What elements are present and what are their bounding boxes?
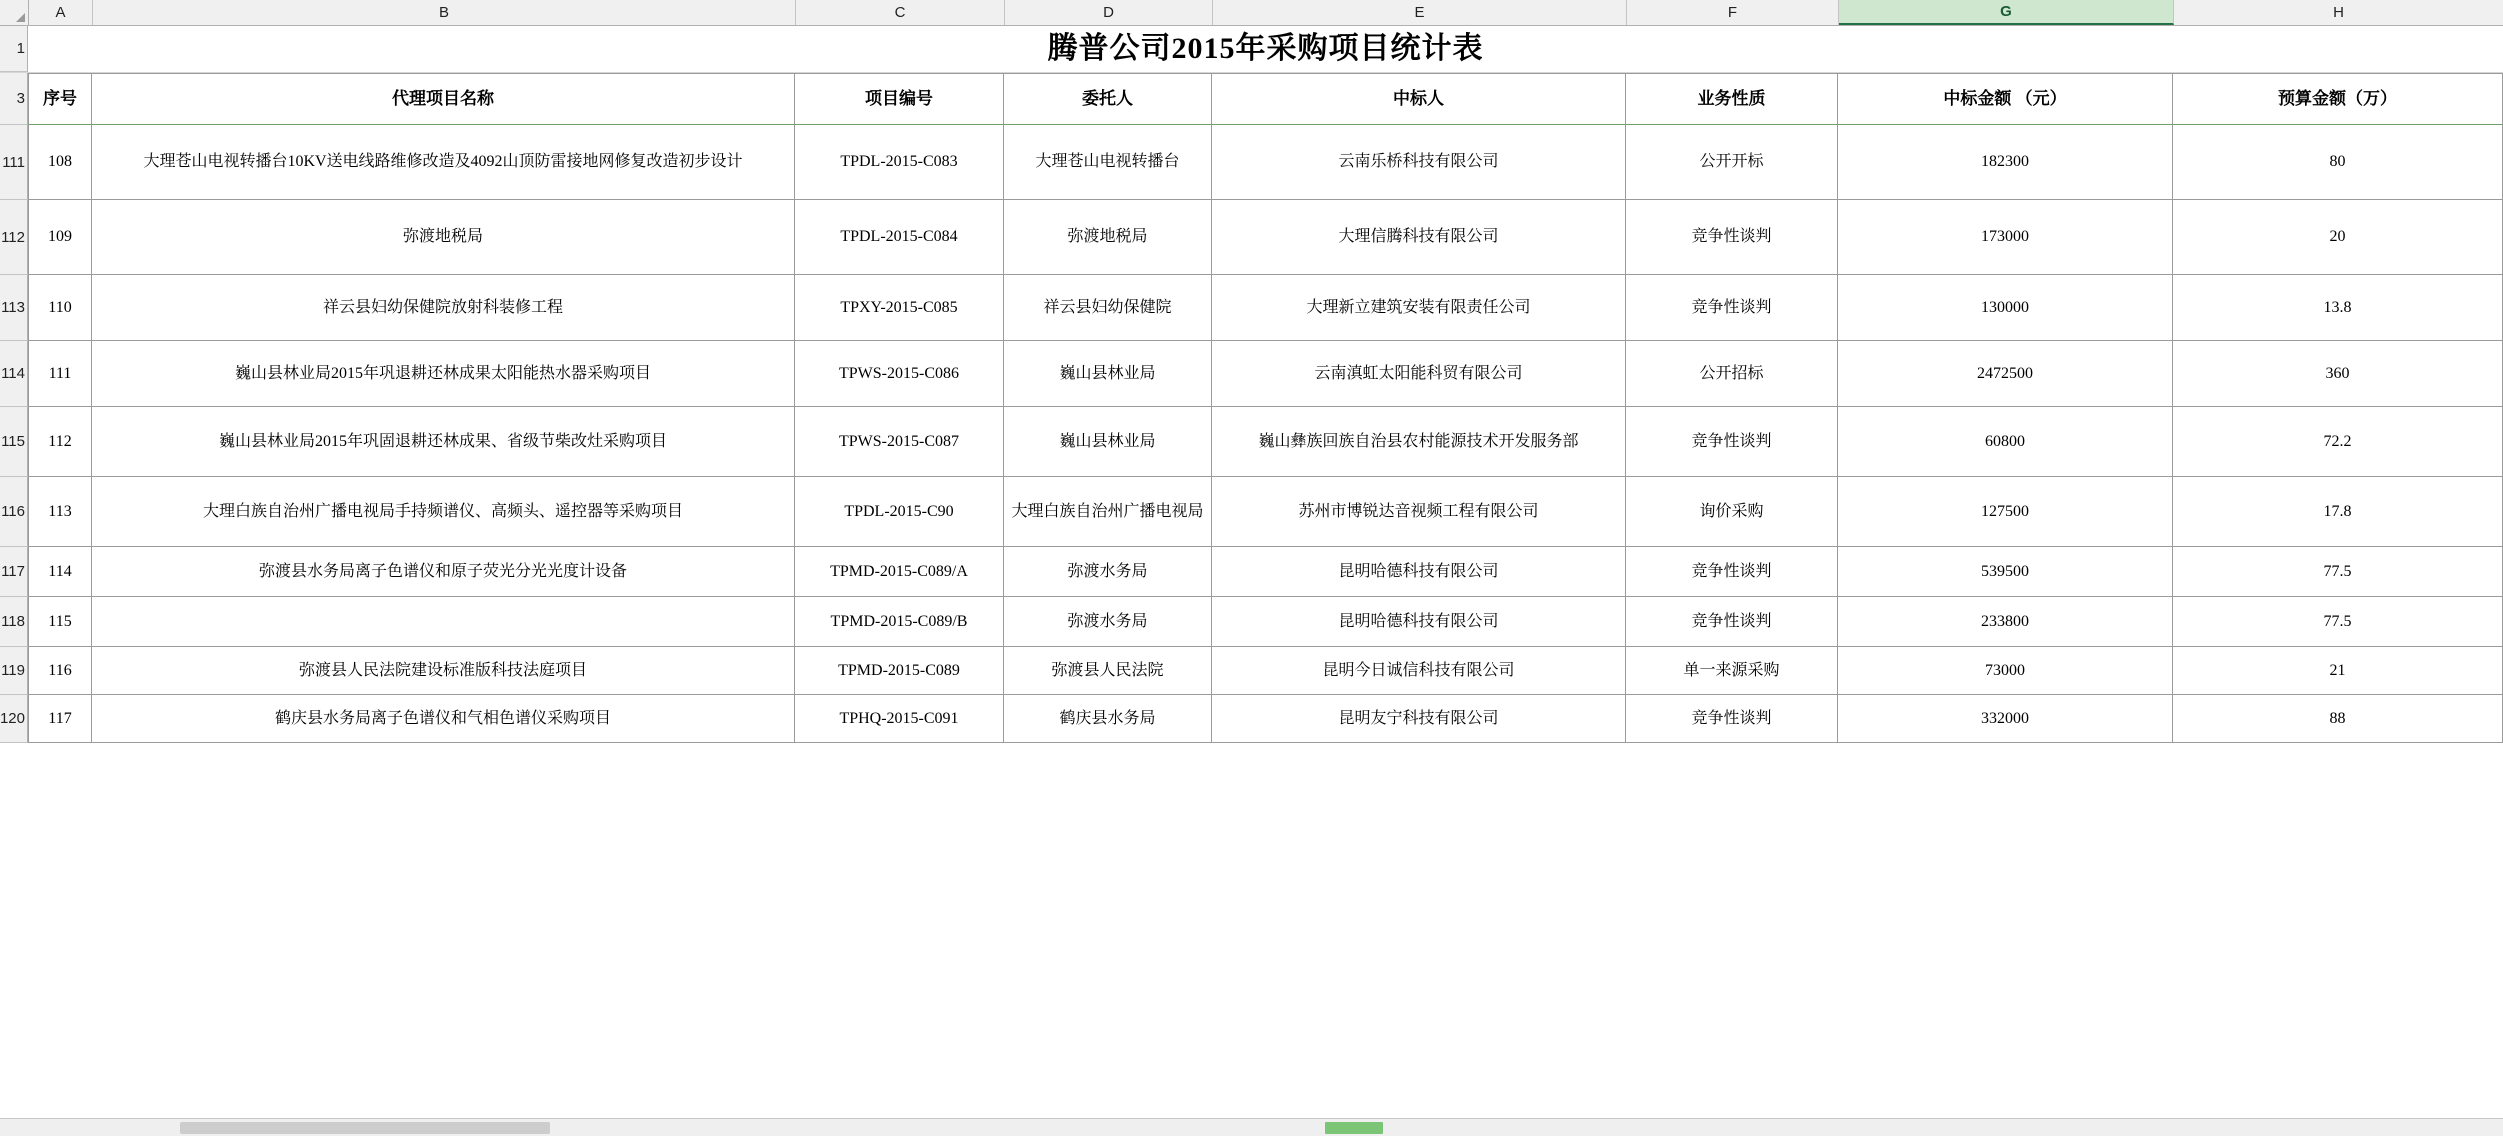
row-header[interactable]: 116 <box>0 477 28 547</box>
table-cell[interactable]: TPXY-2015-C085 <box>795 275 1004 341</box>
table-cell[interactable]: 130000 <box>1838 275 2173 341</box>
table-cell[interactable]: TPWS-2015-C087 <box>795 407 1004 477</box>
table-cell[interactable]: 弥渡地税局 <box>1004 200 1212 275</box>
row-header[interactable]: 115 <box>0 407 28 477</box>
table-cell[interactable]: 苏州市博锐达音视频工程有限公司 <box>1212 477 1626 547</box>
table-cell[interactable]: 大理白族自治州广播电视局手持频谱仪、高频头、遥控器等采购项目 <box>92 477 795 547</box>
table-cell[interactable]: 21 <box>2173 647 2503 695</box>
table-cell[interactable]: 公开招标 <box>1626 341 1838 407</box>
table-cell[interactable]: 巍山县林业局 <box>1004 341 1212 407</box>
row-header[interactable]: 114 <box>0 341 28 407</box>
table-cell[interactable]: 巍山县林业局2015年巩固退耕还林成果、省级节柴改灶采购项目 <box>92 407 795 477</box>
column-title[interactable]: 代理项目名称 <box>92 73 795 125</box>
table-cell[interactable]: 72.2 <box>2173 407 2503 477</box>
table-cell[interactable]: 弥渡县人民法院建设标准版科技法庭项目 <box>92 647 795 695</box>
table-cell[interactable]: TPWS-2015-C086 <box>795 341 1004 407</box>
column-title[interactable]: 序号 <box>28 73 92 125</box>
table-cell[interactable]: 112 <box>28 407 92 477</box>
table-cell[interactable] <box>92 597 795 647</box>
table-row[interactable] <box>0 695 2503 743</box>
table-cell[interactable]: TPDL-2015-C083 <box>795 125 1004 200</box>
table-cell[interactable]: 巍山县林业局 <box>1004 407 1212 477</box>
table-cell[interactable]: 110 <box>28 275 92 341</box>
table-cell[interactable]: 111 <box>28 341 92 407</box>
table-cell[interactable]: 73000 <box>1838 647 2173 695</box>
column-header-b[interactable]: B <box>93 0 796 25</box>
table-cell[interactable]: 117 <box>28 695 92 743</box>
table-cell[interactable]: TPMD-2015-C089/B <box>795 597 1004 647</box>
table-cell[interactable]: 鹤庆县水务局离子色谱仪和气相色谱仪采购项目 <box>92 695 795 743</box>
table-row[interactable] <box>0 125 2503 200</box>
table-cell[interactable]: 竞争性谈判 <box>1626 597 1838 647</box>
table-cell[interactable]: 弥渡县人民法院 <box>1004 647 1212 695</box>
table-cell[interactable]: 360 <box>2173 341 2503 407</box>
table-cell[interactable]: 大理苍山电视转播台 <box>1004 125 1212 200</box>
table-cell[interactable]: 弥渡县水务局离子色谱仪和原子荧光分光光度计设备 <box>92 547 795 597</box>
table-cell[interactable]: TPDL-2015-C90 <box>795 477 1004 547</box>
table-cell[interactable]: 弥渡水务局 <box>1004 597 1212 647</box>
select-all-corner[interactable] <box>0 0 29 25</box>
table-cell[interactable]: 77.5 <box>2173 597 2503 647</box>
column-title[interactable]: 业务性质 <box>1626 73 1838 125</box>
table-row[interactable] <box>0 647 2503 695</box>
table-cell[interactable]: 公开开标 <box>1626 125 1838 200</box>
table-cell[interactable]: TPMD-2015-C089 <box>795 647 1004 695</box>
table-cell[interactable]: 昆明哈德科技有限公司 <box>1212 597 1626 647</box>
table-cell[interactable]: 大理白族自治州广播电视局 <box>1004 477 1212 547</box>
table-cell[interactable]: 单一来源采购 <box>1626 647 1838 695</box>
column-header-e[interactable]: E <box>1213 0 1627 25</box>
horizontal-scrollbar[interactable] <box>0 1118 2503 1136</box>
table-cell[interactable]: 114 <box>28 547 92 597</box>
column-title[interactable]: 项目编号 <box>795 73 1004 125</box>
table-cell[interactable]: 弥渡水务局 <box>1004 547 1212 597</box>
scrollbar-thumb[interactable] <box>180 1122 550 1134</box>
table-row[interactable] <box>0 477 2503 547</box>
table-cell[interactable]: 询价采购 <box>1626 477 1838 547</box>
table-cell[interactable]: 竞争性谈判 <box>1626 695 1838 743</box>
table-row[interactable] <box>0 547 2503 597</box>
table-row[interactable] <box>0 597 2503 647</box>
row-title[interactable] <box>0 26 2503 73</box>
table-row[interactable] <box>0 407 2503 477</box>
table-cell[interactable]: 鹤庆县水务局 <box>1004 695 1212 743</box>
table-cell[interactable]: 13.8 <box>2173 275 2503 341</box>
table-cell[interactable]: 巍山彝族回族自治县农村能源技术开发服务部 <box>1212 407 1626 477</box>
table-cell[interactable]: 昆明哈德科技有限公司 <box>1212 547 1626 597</box>
table-cell[interactable]: 大理新立建筑安装有限责任公司 <box>1212 275 1626 341</box>
table-row[interactable] <box>0 275 2503 341</box>
column-header-h[interactable]: H <box>2174 0 2503 25</box>
table-cell[interactable]: 539500 <box>1838 547 2173 597</box>
table-cell[interactable]: 182300 <box>1838 125 2173 200</box>
table-cell[interactable]: 竞争性谈判 <box>1626 275 1838 341</box>
table-cell[interactable]: 173000 <box>1838 200 2173 275</box>
row-header[interactable]: 118 <box>0 597 28 647</box>
column-title[interactable]: 中标金额 （元） <box>1838 73 2173 125</box>
column-header-f[interactable]: F <box>1627 0 1839 25</box>
row-header[interactable]: 1 <box>0 26 28 72</box>
scrollbar-marker <box>1325 1122 1383 1134</box>
row-header[interactable]: 112 <box>0 200 28 275</box>
table-row[interactable] <box>0 341 2503 407</box>
table-cell[interactable]: 昆明友宁科技有限公司 <box>1212 695 1626 743</box>
table-cell[interactable]: 大理苍山电视转播台10KV送电线路维修改造及4092山顶防雷接地网修复改造初步设计 <box>92 125 795 200</box>
table-cell[interactable]: 云南乐桥科技有限公司 <box>1212 125 1626 200</box>
table-cell[interactable]: 竞争性谈判 <box>1626 200 1838 275</box>
column-title[interactable]: 委托人 <box>1004 73 1212 125</box>
table-cell[interactable]: 332000 <box>1838 695 2173 743</box>
page-title[interactable]: 腾普公司2015年采购项目统计表 <box>1047 32 1484 66</box>
table-cell[interactable]: 祥云县妇幼保健院 <box>1004 275 1212 341</box>
table-cell[interactable]: 60800 <box>1838 407 2173 477</box>
table-cell[interactable]: TPDL-2015-C084 <box>795 200 1004 275</box>
table-cell[interactable]: 竞争性谈判 <box>1626 547 1838 597</box>
table-cell[interactable]: 20 <box>2173 200 2503 275</box>
table-cell[interactable]: 80 <box>2173 125 2503 200</box>
row-header[interactable]: 3 <box>0 73 28 125</box>
table-header-row[interactable] <box>0 73 2503 125</box>
table-cell[interactable]: 108 <box>28 125 92 200</box>
table-cell[interactable]: 88 <box>2173 695 2503 743</box>
table-cell[interactable]: 116 <box>28 647 92 695</box>
table-cell[interactable]: 115 <box>28 597 92 647</box>
table-cell[interactable]: 77.5 <box>2173 547 2503 597</box>
column-title[interactable]: 预算金额（万） <box>2173 73 2503 125</box>
table-row[interactable] <box>0 200 2503 275</box>
table-cell[interactable]: 127500 <box>1838 477 2173 547</box>
table-cell[interactable]: 大理信腾科技有限公司 <box>1212 200 1626 275</box>
table-cell[interactable]: 祥云县妇幼保健院放射科装修工程 <box>92 275 795 341</box>
table-cell[interactable]: 弥渡地税局 <box>92 200 795 275</box>
column-title[interactable]: 中标人 <box>1212 73 1626 125</box>
row-header[interactable]: 117 <box>0 547 28 597</box>
table-cell[interactable]: 昆明今日诚信科技有限公司 <box>1212 647 1626 695</box>
column-header-bar <box>0 0 2503 26</box>
table-cell[interactable]: 2472500 <box>1838 341 2173 407</box>
table-cell[interactable]: 233800 <box>1838 597 2173 647</box>
row-header[interactable]: 113 <box>0 275 28 341</box>
table-cell[interactable]: TPHQ-2015-C091 <box>795 695 1004 743</box>
table-cell[interactable]: 云南滇虹太阳能科贸有限公司 <box>1212 341 1626 407</box>
column-header-c[interactable]: C <box>796 0 1005 25</box>
row-header[interactable]: 111 <box>0 125 28 200</box>
column-header-a[interactable]: A <box>29 0 93 25</box>
table-cell[interactable]: 109 <box>28 200 92 275</box>
row-header[interactable]: 120 <box>0 695 28 743</box>
column-header-d[interactable]: D <box>1005 0 1213 25</box>
table-cell[interactable]: 17.8 <box>2173 477 2503 547</box>
column-header-g[interactable]: G <box>1839 0 2174 25</box>
table-cell[interactable]: 113 <box>28 477 92 547</box>
row-header[interactable]: 119 <box>0 647 28 695</box>
grid-body[interactable] <box>0 26 2503 743</box>
table-cell[interactable]: TPMD-2015-C089/A <box>795 547 1004 597</box>
table-cell[interactable]: 巍山县林业局2015年巩退耕还林成果太阳能热水器采购项目 <box>92 341 795 407</box>
table-cell[interactable]: 竞争性谈判 <box>1626 407 1838 477</box>
